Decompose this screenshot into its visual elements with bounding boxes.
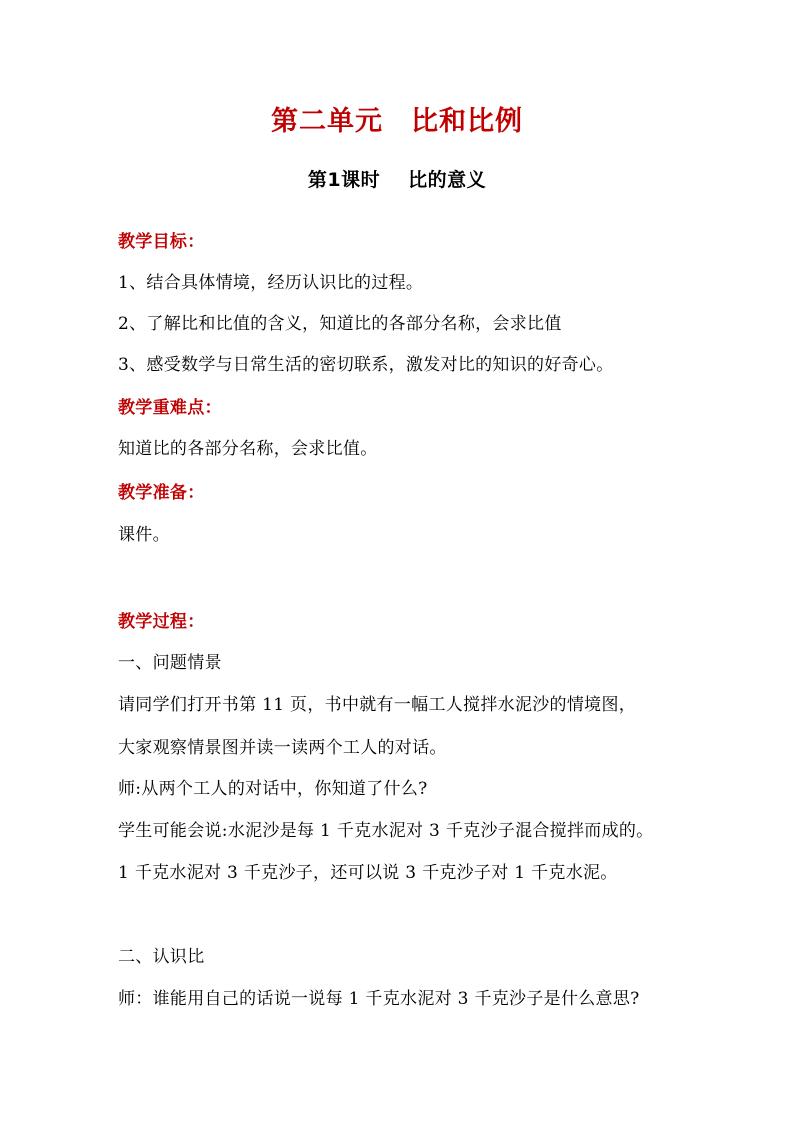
part1-line: 请同学们打开书第 11 页，书中就有一幅工人搅拌水泥沙的情境图，	[118, 695, 637, 715]
part1-line: 1 千克水泥对 3 千克沙子，还可以说 3 千克沙子对 1 千克水泥。	[118, 863, 618, 883]
lesson-title	[0, 167, 794, 193]
part1-line: 师:从两个工人的对话中，你知道了什么?	[118, 779, 428, 799]
lesson-title-name: 比的意义	[408, 169, 487, 191]
part2-heading: 二、认识比	[118, 947, 205, 967]
key-points-heading: 教学重难点：	[118, 398, 222, 418]
part2-line: 师：谁能用自己的话说一说每 1 千克水泥对 3 千克沙子是什么意思?	[118, 989, 640, 1009]
key-points-text: 知道比的各部分名称，会求比值。	[118, 439, 378, 459]
objectives-heading: 教学目标：	[118, 232, 205, 252]
preparation-text: 课件。	[118, 525, 170, 545]
process-heading: 教学过程：	[118, 612, 205, 632]
objective-item: 2、了解比和比值的含义，知道比的各部分名称，会求比值	[118, 314, 562, 334]
lesson-title-number: 第1课时	[307, 169, 381, 191]
preparation-heading: 教学准备：	[118, 483, 205, 503]
unit-title-number: 第二单元	[271, 106, 383, 137]
objective-item: 1、结合具体情境，经历认识比的过程。	[118, 273, 424, 293]
part1-heading: 一、问题情景	[118, 653, 222, 673]
unit-title	[0, 104, 794, 140]
objective-item: 3、感受数学与日常生活的密切联系，激发对比的知识的好奇心。	[118, 355, 614, 375]
unit-title-name: 比和比例	[411, 106, 523, 137]
part1-line: 大家观察情景图并读一读两个工人的对话。	[118, 738, 447, 758]
part1-line: 学生可能会说:水泥沙是每 1 千克水泥对 3 千克沙子混合搅拌而成的。	[118, 821, 654, 841]
